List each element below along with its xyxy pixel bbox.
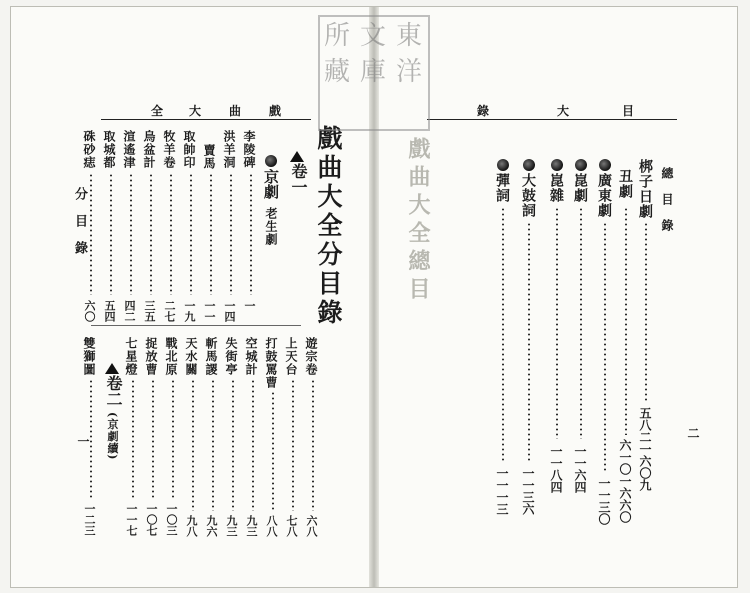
volume-heading: 卷一 [289,163,308,195]
leader-dots [212,379,214,511]
leader-dots [232,379,234,511]
left-page [11,7,371,587]
toc-entry-title: 上天台 [284,337,298,376]
toc-page-number: 一四 [223,300,236,322]
toc-entry-title: 李陵碑 [242,130,256,169]
toc-entry-title: 斬馬謖 [204,337,218,376]
toc-entry-title: 天水關 [184,337,198,376]
toc-entry-title: 空城計 [244,337,258,376]
round-bullet-icon [551,159,563,171]
toc-entry-title: 丑劇 [617,169,633,199]
toc-page-number: 一〇三 [165,503,178,536]
leader-dots [604,222,606,472]
round-bullet-icon [575,159,587,171]
toc-page-number: 九三 [245,515,258,537]
toc-page-number: 一一三六 [521,467,535,515]
round-bullet-icon [523,159,535,171]
toc-entry-title: 牧羊卷 [162,130,176,169]
section-divider [91,325,301,326]
toc-page-number: 五八二一六〇九 [638,407,652,491]
toc-entry-title: 打鼓罵曹 [264,337,278,389]
triangle-marker-icon [105,363,119,374]
toc-entry-title: 雙獅圖 [82,337,96,376]
toc-page-number: 一九 [183,300,196,322]
toc-page-number: 二七 [163,300,176,322]
toc-entry-title: 崑劇 [572,173,588,203]
header-char: 全 [151,104,164,118]
header-char: 目 [622,104,635,118]
leader-dots [556,207,558,439]
scanned-book-spread [10,6,738,588]
sub-category-heading: 老生劇 [264,207,278,246]
toc-page-number: 一一八四 [549,445,563,493]
margin-label: 分目錄 [72,187,87,268]
leader-dots [580,207,582,439]
leader-dots [272,391,274,511]
toc-page-number: 六一〇一六六〇 [618,439,632,523]
margin-label: 總目錄 [660,167,674,245]
leader-dots [312,379,314,511]
library-seal-stamp: 東 洋 文 庫 所 藏 [318,15,430,131]
toc-entry-title: 廣東劇 [596,173,612,218]
toc-entry-title: 崑雜 [548,173,564,203]
header-char: 大 [557,104,570,118]
toc-entry-title: 取城都 [102,130,116,169]
leader-dots [528,222,530,462]
toc-page-number: 九三 [225,515,238,537]
leader-dots [230,173,232,295]
leader-dots [90,379,92,499]
toc-page-number: 一一六四 [573,445,587,493]
leader-dots [502,207,504,462]
toc-page-number: 一一七 [125,503,138,536]
toc-page-number: 一二三 [83,503,96,536]
toc-page-number: 六〇 [83,300,96,322]
header-rule [101,119,311,120]
toc-page-number: 四二 [123,300,136,322]
toc-entry-title: 失街亭 [224,337,238,376]
toc-entry-title: 賣馬 [202,144,216,170]
toc-page-number: 一一 [203,300,216,322]
round-bullet-icon [497,159,509,171]
toc-page-number: 三五 [143,300,156,322]
leader-dots [170,173,172,295]
toc-entry-title: 硃砂痣 [82,130,96,169]
right-page [377,7,737,587]
category-heading: 京劇 [262,169,280,199]
volume-note: (京劇續) [106,412,119,461]
round-bullet-icon [599,159,611,171]
toc-page-number: 一〇七 [145,503,158,536]
leader-dots [645,222,647,402]
header-char: 錄 [477,104,490,118]
leader-dots [625,207,627,435]
toc-entry-title: 取帥印 [182,130,196,169]
leader-dots [172,379,174,499]
leader-dots [292,379,294,511]
leader-dots [192,379,194,511]
header-char: 戲 [269,104,282,118]
toc-entry-title: 遊宗卷 [304,337,318,376]
toc-page-number: 一 [243,300,256,311]
toc-page-number: 九六 [205,515,218,537]
header-char: 大 [189,104,202,118]
toc-entry-title: 渲遙津 [122,130,136,169]
page-title: 戲曲大全分目錄 [314,125,343,328]
toc-page-number: 一一三〇 [597,477,611,525]
toc-entry-title: 烏盆計 [142,130,156,169]
triangle-marker-icon [290,151,304,162]
header-rule [427,119,677,120]
leader-dots [252,379,254,511]
leader-dots [90,173,92,295]
leader-dots [130,173,132,295]
leader-dots [132,379,134,499]
toc-page-number: 九八 [185,515,198,537]
toc-page-number: 七八 [285,515,298,537]
leader-dots [190,173,192,295]
leader-dots [150,173,152,295]
bleed-through-text: 戲曲大全總目 [405,137,431,305]
toc-page-number: 八八 [265,515,278,537]
toc-entry-title: 戰北原 [164,337,178,376]
volume-heading: 卷二 [104,375,123,407]
toc-page-number: 六八 [305,515,318,537]
toc-entry-title: 梆子日劇 [637,159,653,219]
leader-dots [210,173,212,295]
toc-page-number: 五四 [103,300,116,322]
toc-entry-title: 七星燈 [124,337,138,376]
page-number: 二 [686,427,700,439]
toc-entry-title: 洪羊洞 [222,130,236,169]
toc-page-number: 一一一三 [495,467,509,515]
toc-entry-title: 彈詞 [494,173,510,203]
round-bullet-icon [265,155,277,167]
header-char: 曲 [229,104,242,118]
leader-dots [110,173,112,295]
leader-dots [152,379,154,499]
toc-entry-title: 大鼓詞 [520,173,536,218]
toc-entry-title: 捉放曹 [144,337,158,376]
page-number: 一 [76,435,90,447]
leader-dots [250,173,252,295]
